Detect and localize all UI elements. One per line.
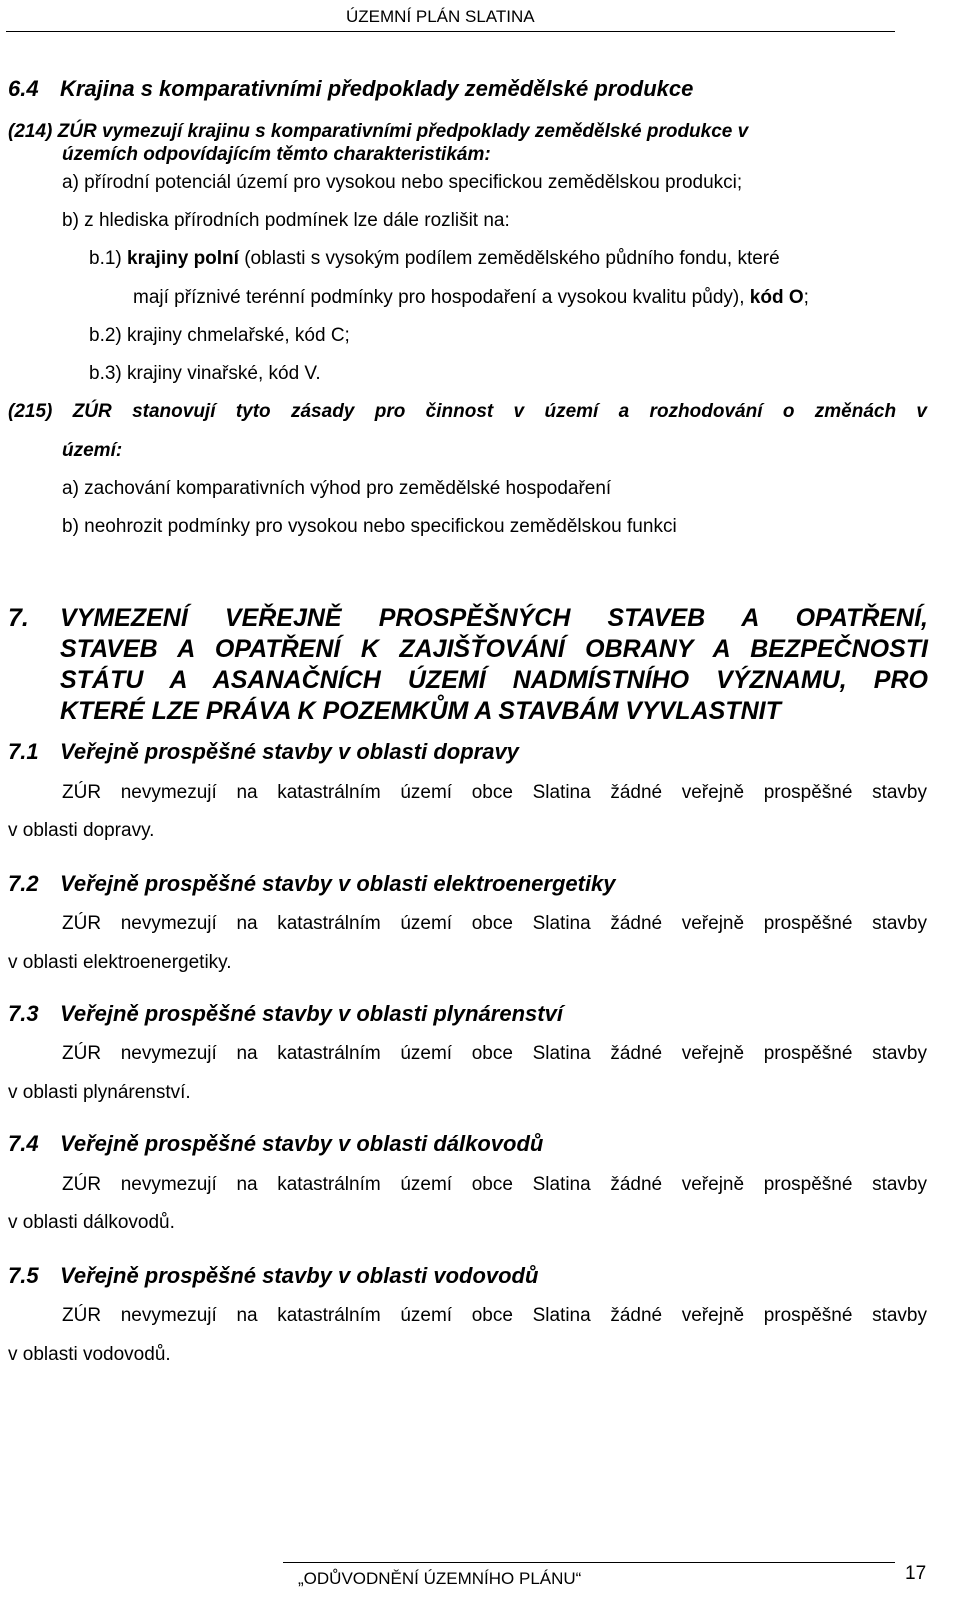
subsection-7-4-text-line1: ZÚR nevymezují na katastrálním území obce Slatina žádné veřejně prospěšné stavby bbox=[62, 1174, 927, 1195]
para-215-line2: území: bbox=[62, 440, 123, 461]
page-header-title: ÚZEMNÍ PLÁN SLATINA bbox=[346, 7, 535, 26]
chapter-7-title-line4: KTERÉ LZE PRÁVA K POZEMKŮM A STAVBÁM VYVLASTNIT bbox=[60, 697, 781, 725]
chapter-7-number: 7. bbox=[8, 604, 29, 632]
subsection-7-1-text-line1: ZÚR nevymezují na katastrálním území obce Slatina žádné veřejně prospěšné stavby bbox=[62, 782, 927, 803]
item-b1-term: krajiny polní bbox=[127, 248, 239, 269]
subsection-7-4-text-line2: v oblasti dálkovodů. bbox=[8, 1212, 175, 1233]
para-214-line1: (214) ZÚR vymezují krajinu s komparativními předpoklady zemědělské produkce v bbox=[8, 121, 749, 142]
para-214-item-b: b) z hlediska přírodních podmínek lze dále rozlišit na: bbox=[62, 210, 510, 231]
subsection-7-1-number: 7.1 bbox=[8, 739, 39, 764]
item-b3: b.3) krajiny vinařské, kód V. bbox=[89, 363, 321, 384]
subsection-7-3-text-line2: v oblasti plynárenství. bbox=[8, 1082, 191, 1103]
chapter-7-title-line2: STAVEB A OPATŘENÍ K ZAJIŠŤOVÁNÍ OBRANY A BEZPEČNOSTI bbox=[60, 635, 928, 663]
subsection-7-3-title: Veřejně prospěšné stavby v oblasti plynárenství bbox=[60, 1001, 563, 1026]
subsection-7-5-text-line1: ZÚR nevymezují na katastrálním území obce Slatina žádné veřejně prospěšné stavby bbox=[62, 1305, 927, 1326]
subsection-7-3-text-line1: ZÚR nevymezují na katastrálním území obce Slatina žádné veřejně prospěšné stavby bbox=[62, 1043, 927, 1064]
subsection-7-3-number: 7.3 bbox=[8, 1001, 39, 1026]
subsection-7-2-title: Veřejně prospěšné stavby v oblasti elektroenergetiky bbox=[60, 871, 616, 896]
chapter-7-title-line3: STÁTU A ASANAČNÍCH ÚZEMÍ NADMÍSTNÍHO VÝZNAMU, PRO bbox=[60, 666, 928, 694]
chapter-7-title-line1: VYMEZENÍ VEŘEJNĚ PROSPĚŠNÝCH STAVEB A OPATŘENÍ, bbox=[60, 604, 928, 632]
header-rule bbox=[6, 31, 895, 32]
subsection-7-2-text-line2: v oblasti elektroenergetiky. bbox=[8, 952, 232, 973]
subsection-7-5-number: 7.5 bbox=[8, 1263, 39, 1288]
page-number: 17 bbox=[905, 1563, 927, 1584]
para-215-item-a: a) zachování komparativních výhod pro zemědělské hospodaření bbox=[62, 478, 612, 499]
footer-title: „ODŮVODNĚNÍ ÚZEMNÍHO PLÁNU“ bbox=[298, 1569, 582, 1588]
subsection-7-2-text-line1: ZÚR nevymezují na katastrálním území obce Slatina žádné veřejně prospěšné stavby bbox=[62, 913, 927, 934]
item-b1-end: ; bbox=[803, 287, 809, 308]
subsection-7-2-number: 7.2 bbox=[8, 871, 39, 896]
subsection-7-1-title: Veřejně prospěšné stavby v oblasti dopravy bbox=[60, 739, 519, 764]
item-b1-line1 bbox=[89, 248, 780, 270]
item-b1-text-2: mají příznivé terénní podmínky pro hospodaření a vysokou kvalitu půdy), bbox=[133, 287, 750, 308]
item-b1-number: b.1) bbox=[89, 248, 128, 269]
subsection-7-4-title: Veřejně prospěšné stavby v oblasti dálkovodů bbox=[60, 1131, 544, 1156]
subsection-7-4-number: 7.4 bbox=[8, 1131, 39, 1156]
subsection-7-5-text-line2: v oblasti vodovodů. bbox=[8, 1344, 171, 1365]
subsection-7-1-text-line2: v oblasti dopravy. bbox=[8, 820, 155, 841]
footer-rule bbox=[283, 1562, 895, 1563]
item-b1-line2 bbox=[133, 287, 809, 309]
subsection-7-5-title: Veřejně prospěšné stavby v oblasti vodovodů bbox=[60, 1263, 539, 1288]
item-b1-code: kód O bbox=[749, 287, 804, 308]
section-6-4-number: 6.4 bbox=[8, 76, 39, 101]
para-214-item-a: a) přírodní potenciál území pro vysokou nebo specifickou zemědělskou produkci; bbox=[62, 172, 743, 193]
para-214-line2: územích odpovídajícím těmto charakteristikám: bbox=[62, 144, 491, 165]
para-215-item-b: b) neohrozit podmínky pro vysokou nebo specifickou zemědělskou funkci bbox=[62, 516, 677, 537]
item-b1-text: (oblasti s vysokým podílem zemědělského půdního fondu, které bbox=[238, 248, 780, 269]
para-215-line1: (215) ZÚR stanovují tyto zásady pro činnost v území a rozhodování o změnách v bbox=[8, 401, 927, 422]
section-6-4-title: Krajina s komparativními předpoklady zemědělské produkce bbox=[60, 76, 694, 101]
item-b2: b.2) krajiny chmelařské, kód C; bbox=[89, 325, 350, 346]
